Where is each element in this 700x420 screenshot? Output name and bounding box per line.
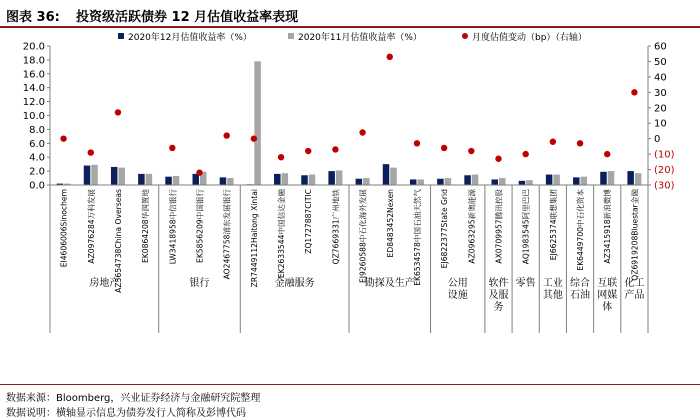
bar-nov-2020 [254,61,261,185]
category-label: EK5856209中国银行 [195,189,205,263]
category-label: ZQ1727887CITIC [304,189,314,254]
left-tick-label: 12.0 [22,97,45,109]
group-label: 公用设施 [447,278,468,301]
bar-nov-2020 [173,176,180,185]
right-tick-label: 0 [654,134,661,146]
dot-monthly-change [387,54,393,60]
bar-dec-2020 [193,174,200,185]
bar-nov-2020 [146,174,153,185]
left-tick-label: 8.0 [29,124,45,136]
figure-number: 图表 36: [6,10,60,25]
bar-dec-2020 [464,175,471,185]
bar-nov-2020 [417,179,424,185]
dot-monthly-change [332,146,338,152]
dot-monthly-change [223,132,229,138]
category-label: AZ5654738China Overseas [113,189,123,293]
group-label: 房地产 [89,278,120,289]
bar-dec-2020 [138,174,145,185]
legend-swatch-2 [288,33,294,39]
bar-nov-2020 [336,170,343,185]
footer-rule [0,384,700,385]
dot-monthly-change [550,139,556,145]
bar-dec-2020 [328,171,335,185]
bar-nov-2020 [581,177,588,185]
right-tick-label: 50 [654,56,667,68]
right-tick-label: 10 [654,118,667,130]
dot-monthly-change [441,145,447,151]
bar-nov-2020 [445,178,452,185]
dot-monthly-change [577,140,583,146]
bar-nov-2020 [499,178,506,185]
dot-monthly-change [495,156,501,162]
group-label: 工业其他 [542,278,563,301]
dot-monthly-change [414,140,420,146]
category-label: EK0864208华润置地 [141,189,151,263]
legend-label-2: 2020年11月估值收益率（%） [298,33,422,43]
bar-dec-2020 [519,181,526,185]
legend-label-1: 2020年12月估值收益率（%） [128,33,252,43]
left-tick-label: 10.0 [22,111,45,122]
legend-swatch-3 [462,33,468,39]
legend-label-3: 月度估值变动（bp）（右轴） [472,33,587,43]
source-note: 数据来源：Bloomberg，兴业证券经济与金融研究院整理 [6,393,261,404]
category-label: EJ6625374联想集团 [548,189,558,261]
bar-dec-2020 [492,179,499,185]
bar-nov-2020 [526,180,533,185]
dot-monthly-change [631,89,637,95]
dot-monthly-change [604,151,610,157]
left-tick-label: 2.0 [29,166,45,178]
dot-monthly-change [88,149,94,155]
group-label: 软件及服务 [488,278,509,313]
category-label: AX0709957腾讯控股 [494,189,504,264]
left-tick-label: 18.0 [22,55,45,67]
bar-nov-2020 [309,175,316,185]
bar-dec-2020 [274,174,281,185]
dot-monthly-change [60,135,66,141]
bar-dec-2020 [165,177,172,185]
right-tick-label: (30) [654,180,675,192]
bar-dec-2020 [410,179,417,185]
dot-monthly-change [359,129,365,135]
bar-nov-2020 [608,171,615,185]
category-label: EJ9260588中石化海外发展 [358,189,368,284]
bar-dec-2020 [437,179,444,185]
bar-nov-2020 [472,175,479,185]
bar-nov-2020 [91,165,98,185]
left-tick-label: 14.0 [22,83,45,95]
bar-dec-2020 [84,166,91,185]
dot-monthly-change [522,151,528,157]
figure-header [0,0,700,28]
dot-monthly-change [196,169,202,175]
category-label: LW3418958中信银行 [168,189,178,265]
bar-dec-2020 [573,177,580,185]
bar-nov-2020 [118,168,125,185]
bar-dec-2020 [220,177,227,185]
category-label: AZ0976284万科发展 [86,189,96,264]
right-tick-label: 30 [654,87,667,99]
bar-dec-2020 [301,175,308,185]
category-label: QZ7669331广州地铁 [331,189,341,265]
bar-nov-2020 [282,173,289,185]
bar-nov-2020 [390,168,397,185]
category-label: EJ6822377State Grid [440,189,450,269]
right-tick-label: 40 [654,72,667,84]
bar-nov-2020 [553,175,560,185]
category-label: EK2633544中国信达金融 [277,189,287,279]
group-label: 互联网媒体 [597,278,618,313]
category-label: AQ1983545阿里巴巴 [521,189,531,265]
bar-nov-2020 [227,178,234,185]
right-tick-label: 60 [654,41,667,53]
group-label: 零售 [515,278,536,289]
dot-monthly-change [468,148,474,154]
dot-monthly-change [169,145,175,151]
data-note: 数据说明：横轴显示信息为债券发行人简称及彭博代码 [6,408,246,419]
category-label: EK6449700中石化资本 [576,189,586,271]
group-label: 勘探及生产 [364,278,415,289]
left-tick-label: 16.0 [22,69,45,81]
category-label: AZ0963295新奥能源 [467,189,477,264]
category-label: ED8483452Nexen [385,189,395,258]
dot-monthly-change [251,135,257,141]
bar-dec-2020 [600,172,607,185]
group-label: 化工产品 [624,278,645,301]
right-tick-label: 20 [654,103,667,115]
figure-footer [0,384,700,420]
right-tick-label: (20) [654,165,675,177]
group-label: 金融服务 [274,278,315,289]
dot-monthly-change [115,109,121,115]
left-tick-label: 4.0 [29,152,45,164]
combo-chart [0,28,700,384]
category-label: QZ6919208Bluestar金融 [630,189,640,281]
category-label: EI4606006Sinochem [59,189,69,268]
legend-swatch-1 [118,33,124,39]
bar-dec-2020 [356,179,363,185]
category-label: AZ3415918新浪微博 [603,189,613,264]
bar-dec-2020 [111,167,118,185]
dot-monthly-change [278,154,284,160]
bar-nov-2020 [635,173,642,185]
dot-monthly-change [305,148,311,154]
bar-dec-2020 [627,171,634,185]
bar-dec-2020 [546,175,553,185]
left-tick-label: 0.0 [29,180,45,192]
left-tick-label: 6.0 [29,138,45,150]
right-tick-label: (10) [654,149,675,161]
group-label: 综合石油 [570,278,591,301]
bar-dec-2020 [383,164,390,185]
group-label: 银行 [189,278,210,289]
figure-title: 投资级活跃债券 12 月估值收益率表现 [76,10,299,25]
category-label: ZR7449112Haitong Xintai [249,189,259,288]
bar-nov-2020 [363,178,370,185]
left-tick-label: 20.0 [22,41,45,53]
category-label: EK6534578中国石油天然气 [412,189,422,286]
category-label: AO2467758浦东发展银行 [222,189,232,280]
